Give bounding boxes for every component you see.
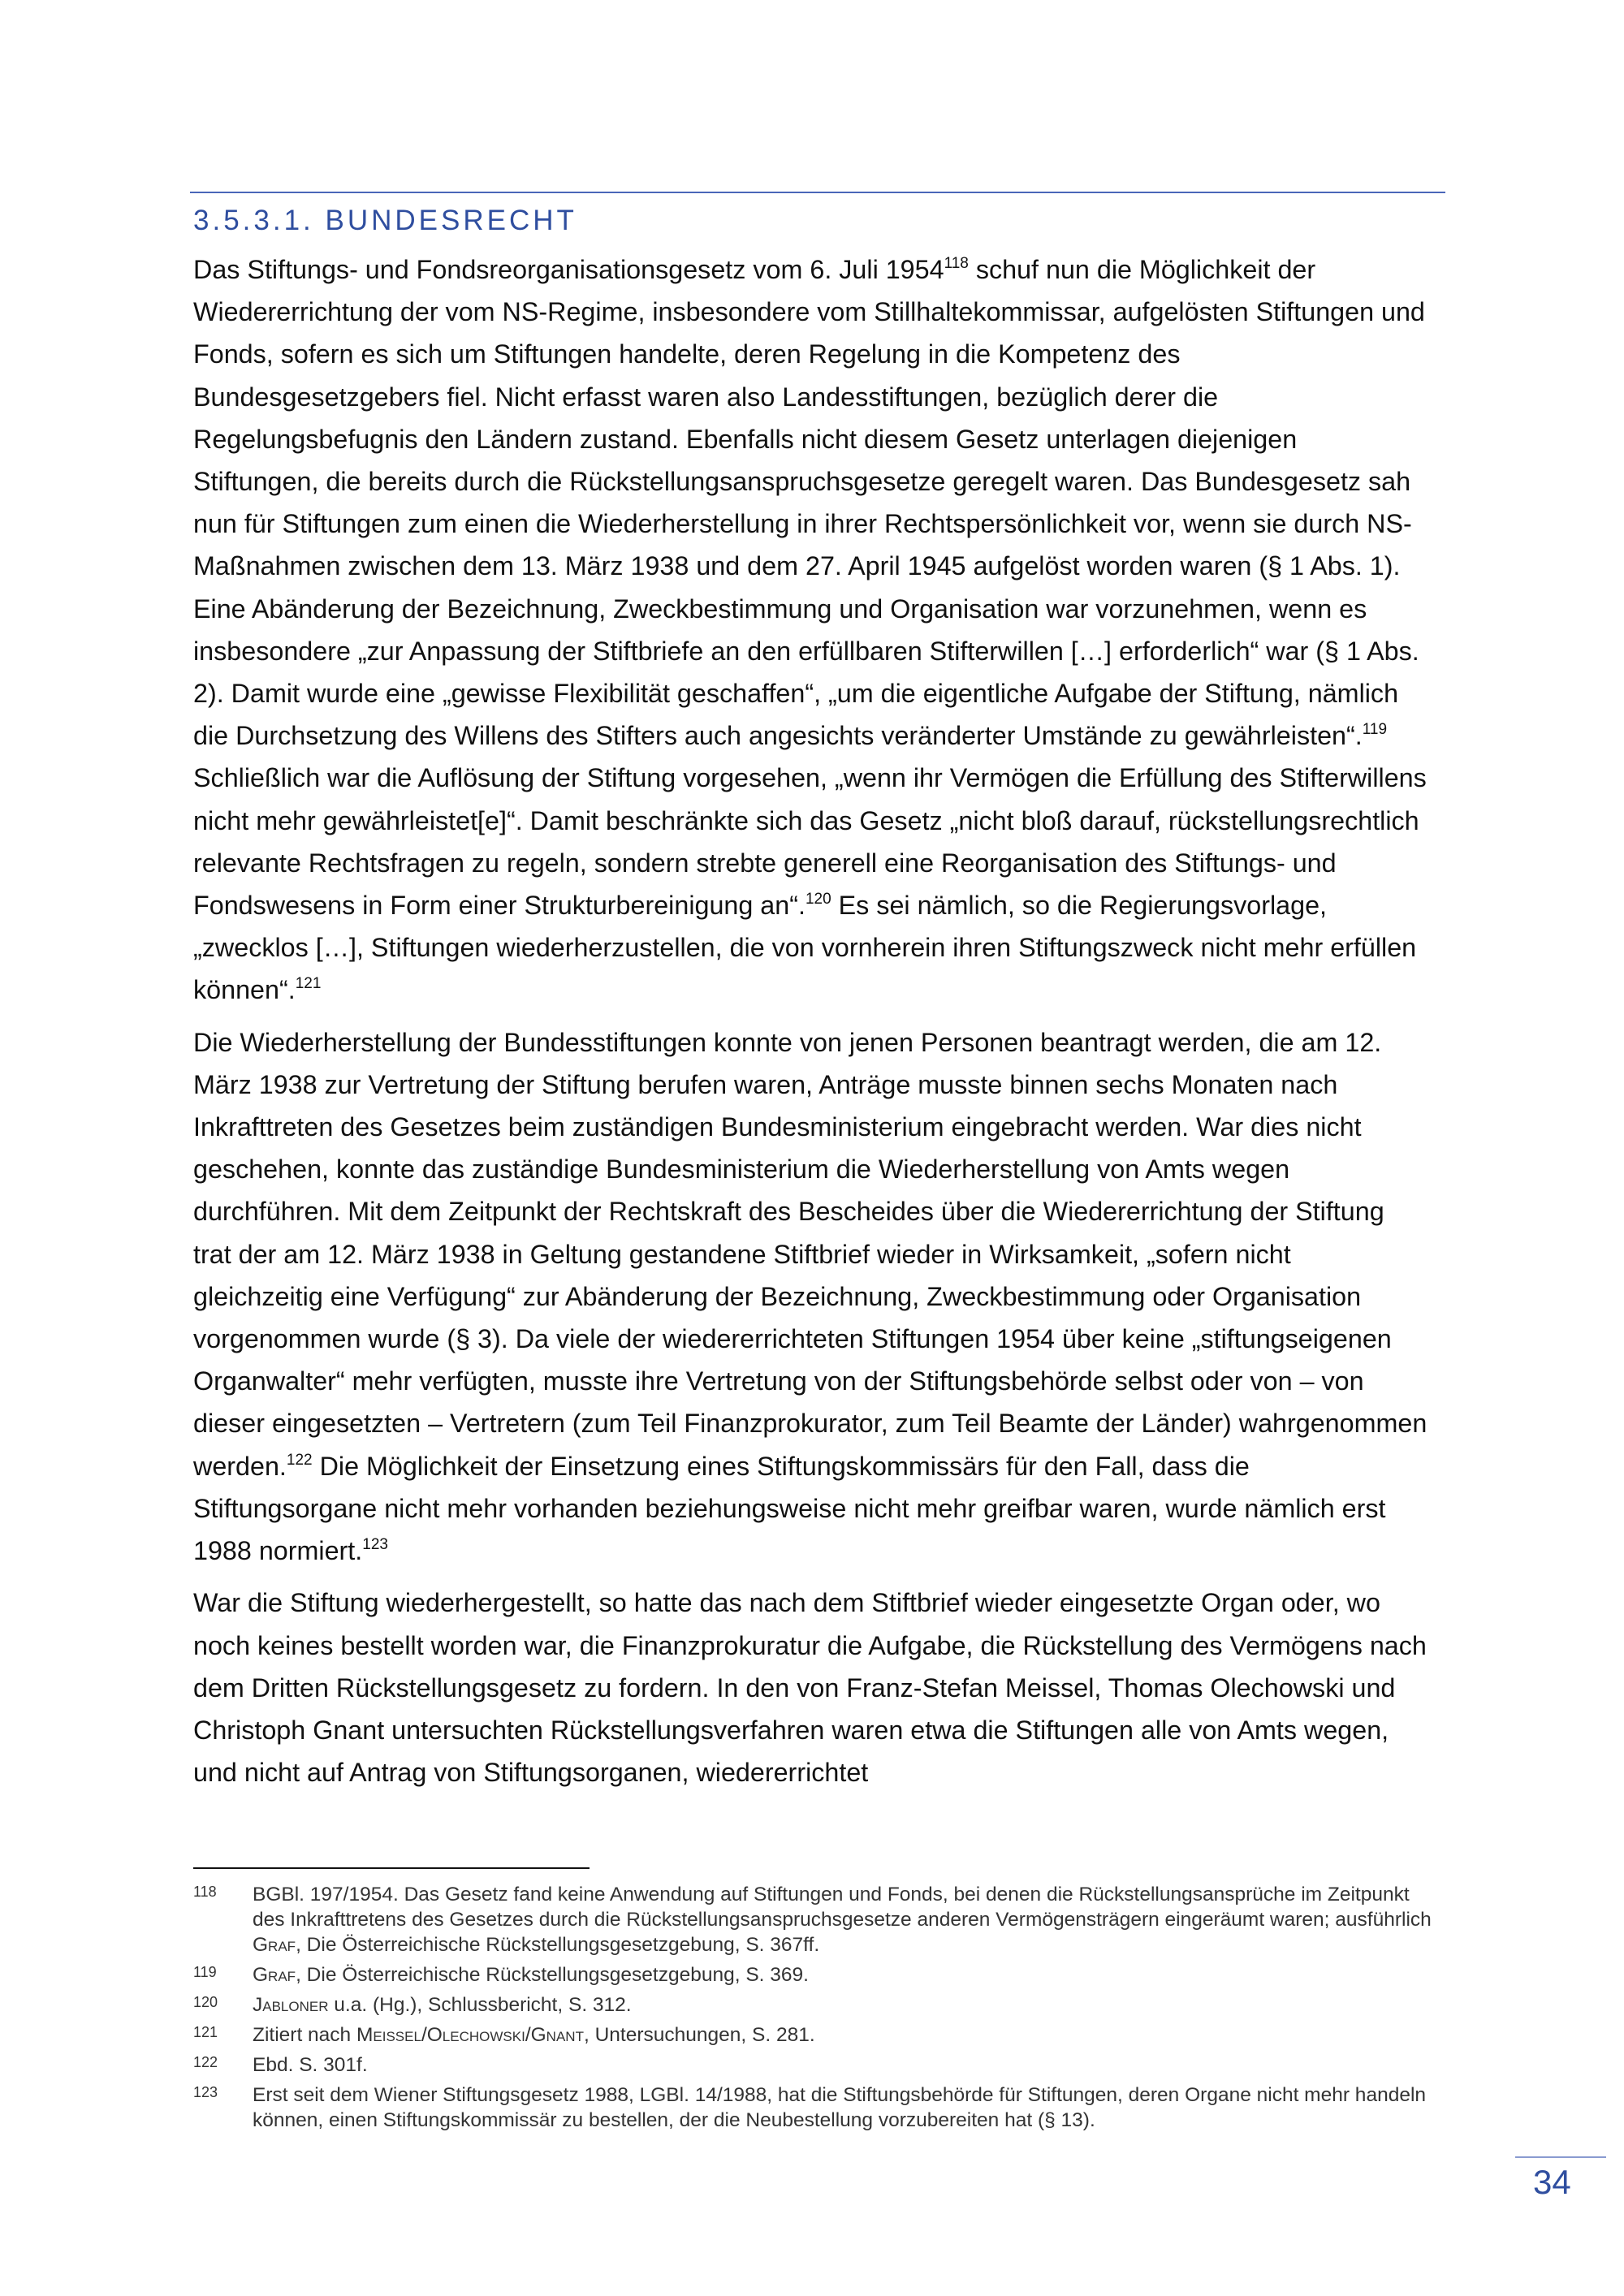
footnote-reference: 120: [805, 891, 831, 908]
page-number-rule: [1515, 2156, 1606, 2158]
footnote-text: u.a. (Hg.), Schlussbericht, S. 312.: [328, 1994, 632, 2016]
paragraph-text: Es sei nämlich, so die Regierungsvorlage, „zwecklos […], Stiftungen wiederherzustellen, die von vornherein ihren Stiftungszweck nicht mehr erfüllen können“.: [193, 891, 1417, 1005]
footnote-number: 119: [193, 1964, 217, 1980]
author-name: Graf: [253, 1964, 296, 1986]
footnote-number: 121: [193, 2024, 218, 2040]
paragraph-text: Das Stiftungs- und Fondsreorganisationsgesetz vom 6. Juli 1954: [193, 255, 944, 284]
footnote-reference: 123: [362, 1536, 388, 1554]
footnote-text: , Die Österreichische Rückstellungsgesetzgebung, S. 367ff.: [296, 1934, 820, 1956]
footnote-text: Erst seit dem Wiener Stiftungsgesetz 1988, LGBl. 14/1988, hat die Stiftungsbehörde für Stiftungen, deren Organe nicht mehr handeln können, einen Stiftungskommissär zu bestellen, der die Neubestellung vorzubereiten hat (§ 13).: [253, 2084, 1427, 2131]
paragraph-text: Die Wiederherstellung der Bundesstiftungen konnte von jenen Personen beantragt werden, die am 12. März 1938 zur Vertretung der Stiftung berufen waren, Anträge musste binnen sechs Monaten nach Inkrafttreten des Gesetzes beim zuständigen Bundesministerium eingebracht werden. War dies nicht geschehen, konnte das zuständige Bundesministerium die Wiederherstellung von Amts wegen durchführen. Mit dem Zeitpunkt der Rechtskraft des Bescheides über die Wiedererrichtung der Stiftung trat der am 12. März 1938 in Geltung gestandene Stiftbrief wieder in Wirksamkeit, „sofern nicht gleichzeitig eine Verfügung“ zur Abänderung der Bezeichnung, Zweckbestimmung oder Organisation vorgenommen wurde (§ 3). Da viele der wiedererrichteten Stiftungen 1954 über keine „stiftungseigenen Organwalter“ mehr verfügten, musste ihre Vertretung von der Stiftungsbehörde selbst oder von – von dieser eingesetzten – Vertretern (zum Teil Finanzprokurator, zum Teil Beamte der Länder) wahrgenommen werden.: [193, 1027, 1427, 1481]
footnote-number: 120: [193, 1994, 218, 2010]
footnote-text: , Untersuchungen, S. 281.: [583, 2024, 815, 2046]
paragraph: [193, 1582, 1427, 1793]
footnote: [193, 1992, 1444, 2018]
author-name: Meissel/Olechowski/Gnant: [356, 2024, 584, 2046]
footnote-reference: 121: [295, 975, 322, 993]
author-name: Graf: [253, 1934, 296, 1956]
body-text: [193, 248, 1427, 1803]
footnote-text: BGBl. 197/1954. Das Gesetz fand keine Anwendung auf Stiftungen und Fonds, bei denen die Rückstellungsansprüche im Zeitpunkt des Inkrafttretens des Gesetzes durch die Rückstellungsanspruchsgesetze anderen Vermögensträgern eingeräumt waren; ausführlich: [253, 1884, 1432, 1931]
paragraph-text: Schließlich war die Auflösung der Stiftung vorgesehen, „wenn ihr Vermögen die Erfüllung des Stifterwillens nicht mehr gewährleistet[e]“. Damit beschränkte sich das Gesetz „nicht bloß darauf, rückstellungsrechtlich relevante Rechtsfragen zu regeln, sondern strebte generell eine Reorganisation des Stiftungs- und Fondswesens in Form einer Strukturbereinigung an“.: [193, 763, 1427, 921]
footnote-text: , Die Österreichische Rückstellungsgesetzgebung, S. 369.: [296, 1964, 809, 1986]
footnote: [193, 1882, 1444, 1957]
footnote-text: Ebd. S. 301f.: [253, 2054, 368, 2076]
footnote-reference: 119: [1362, 721, 1388, 739]
footnote-number: 118: [193, 1884, 217, 1900]
footnote-number: 123: [193, 2084, 218, 2100]
footnote: [193, 2022, 1444, 2048]
footnotes: [193, 1882, 1444, 2138]
paragraph: [193, 1021, 1427, 1573]
footnote-reference: 118: [944, 255, 969, 272]
footnote: [193, 1962, 1444, 1987]
paragraph: [193, 248, 1427, 1012]
page-number: 34: [1533, 2163, 1571, 2201]
footnote-text: Zitiert nach: [253, 2024, 356, 2046]
paragraph-text: schuf nun die Möglichkeit der Wiedererrichtung der vom NS-Regime, insbesondere vom Stillhaltekommissar, aufgelösten Stiftungen und Fonds, sofern es sich um Stiftungen handelte, deren Regelung in die Kompetenz des Bundesgesetzgebers fiel. Nicht erfasst waren also Landesstiftungen, bezüglich derer die Regelungsbefugnis den Ländern zustand. Ebenfalls nicht diesem Gesetz unterlagen diejenigen Stiftungen, die bereits durch die Rückstellungsanspruchsgesetze geregelt waren. Das Bundesgesetz sah nun für Stiftungen zum einen die Wiederherstellung in ihrer Rechtspersönlichkeit vor, wenn sie durch NS-Maßnahmen zwischen dem 13. März 1938 und dem 27. April 1945 aufgelöst worden waren (§ 1 Abs. 1). Eine Abänderung der Bezeichnung, Zweckbestimmung und Organisation war vorzunehmen, wenn es insbesondere „zur Anpassung der Stiftbriefe an den erfüllbaren Stifterwillen […] erforderlich“ war (§ 1 Abs. 2). Damit wurde eine „gewisse Flexibilität geschaffen“, „um die eigentliche Aufgabe der Stiftung, nämlich die Durchsetzung des Willens des Stifters auch angesichts veränderter Umstände zu gewährleisten“.: [193, 255, 1425, 751]
paragraph-text: Die Möglichkeit der Einsetzung eines Stiftungskommissärs für den Fall, dass die Stiftungsorgane nicht mehr vorhanden beziehungsweise nicht mehr greifbar waren, wurde nämlich erst 1988 normiert.: [193, 1451, 1386, 1566]
footnote-reference: 122: [286, 1451, 313, 1469]
footnote-separator: [193, 1867, 590, 1869]
heading-rule: [190, 192, 1445, 193]
section-title: BUNDESRECHT: [325, 205, 577, 236]
footnote: [193, 2082, 1444, 2133]
section-number: 3.5.3.1.: [193, 205, 314, 236]
author-name: Jabloner: [253, 1994, 329, 2016]
footnote-number: 122: [193, 2054, 218, 2070]
section-heading: [193, 205, 577, 237]
paragraph-text: War die Stiftung wiederhergestellt, so hatte das nach dem Stiftbrief wieder eingesetzte Organ oder, wo noch keines bestellt worden war, die Finanzprokuratur die Aufgabe, die Rückstellung des Vermögens nach dem Dritten Rückstellungsgesetz zu fordern. In den von Franz-Stefan Meissel, Thomas Olechowski und Christoph Gnant untersuchten Rückstellungsverfahren waren etwa die Stiftungen alle von Amts wegen, und nicht auf Antrag von Stiftungsorganen, wiedererrichtet: [193, 1588, 1427, 1788]
footnote: [193, 2052, 1444, 2078]
